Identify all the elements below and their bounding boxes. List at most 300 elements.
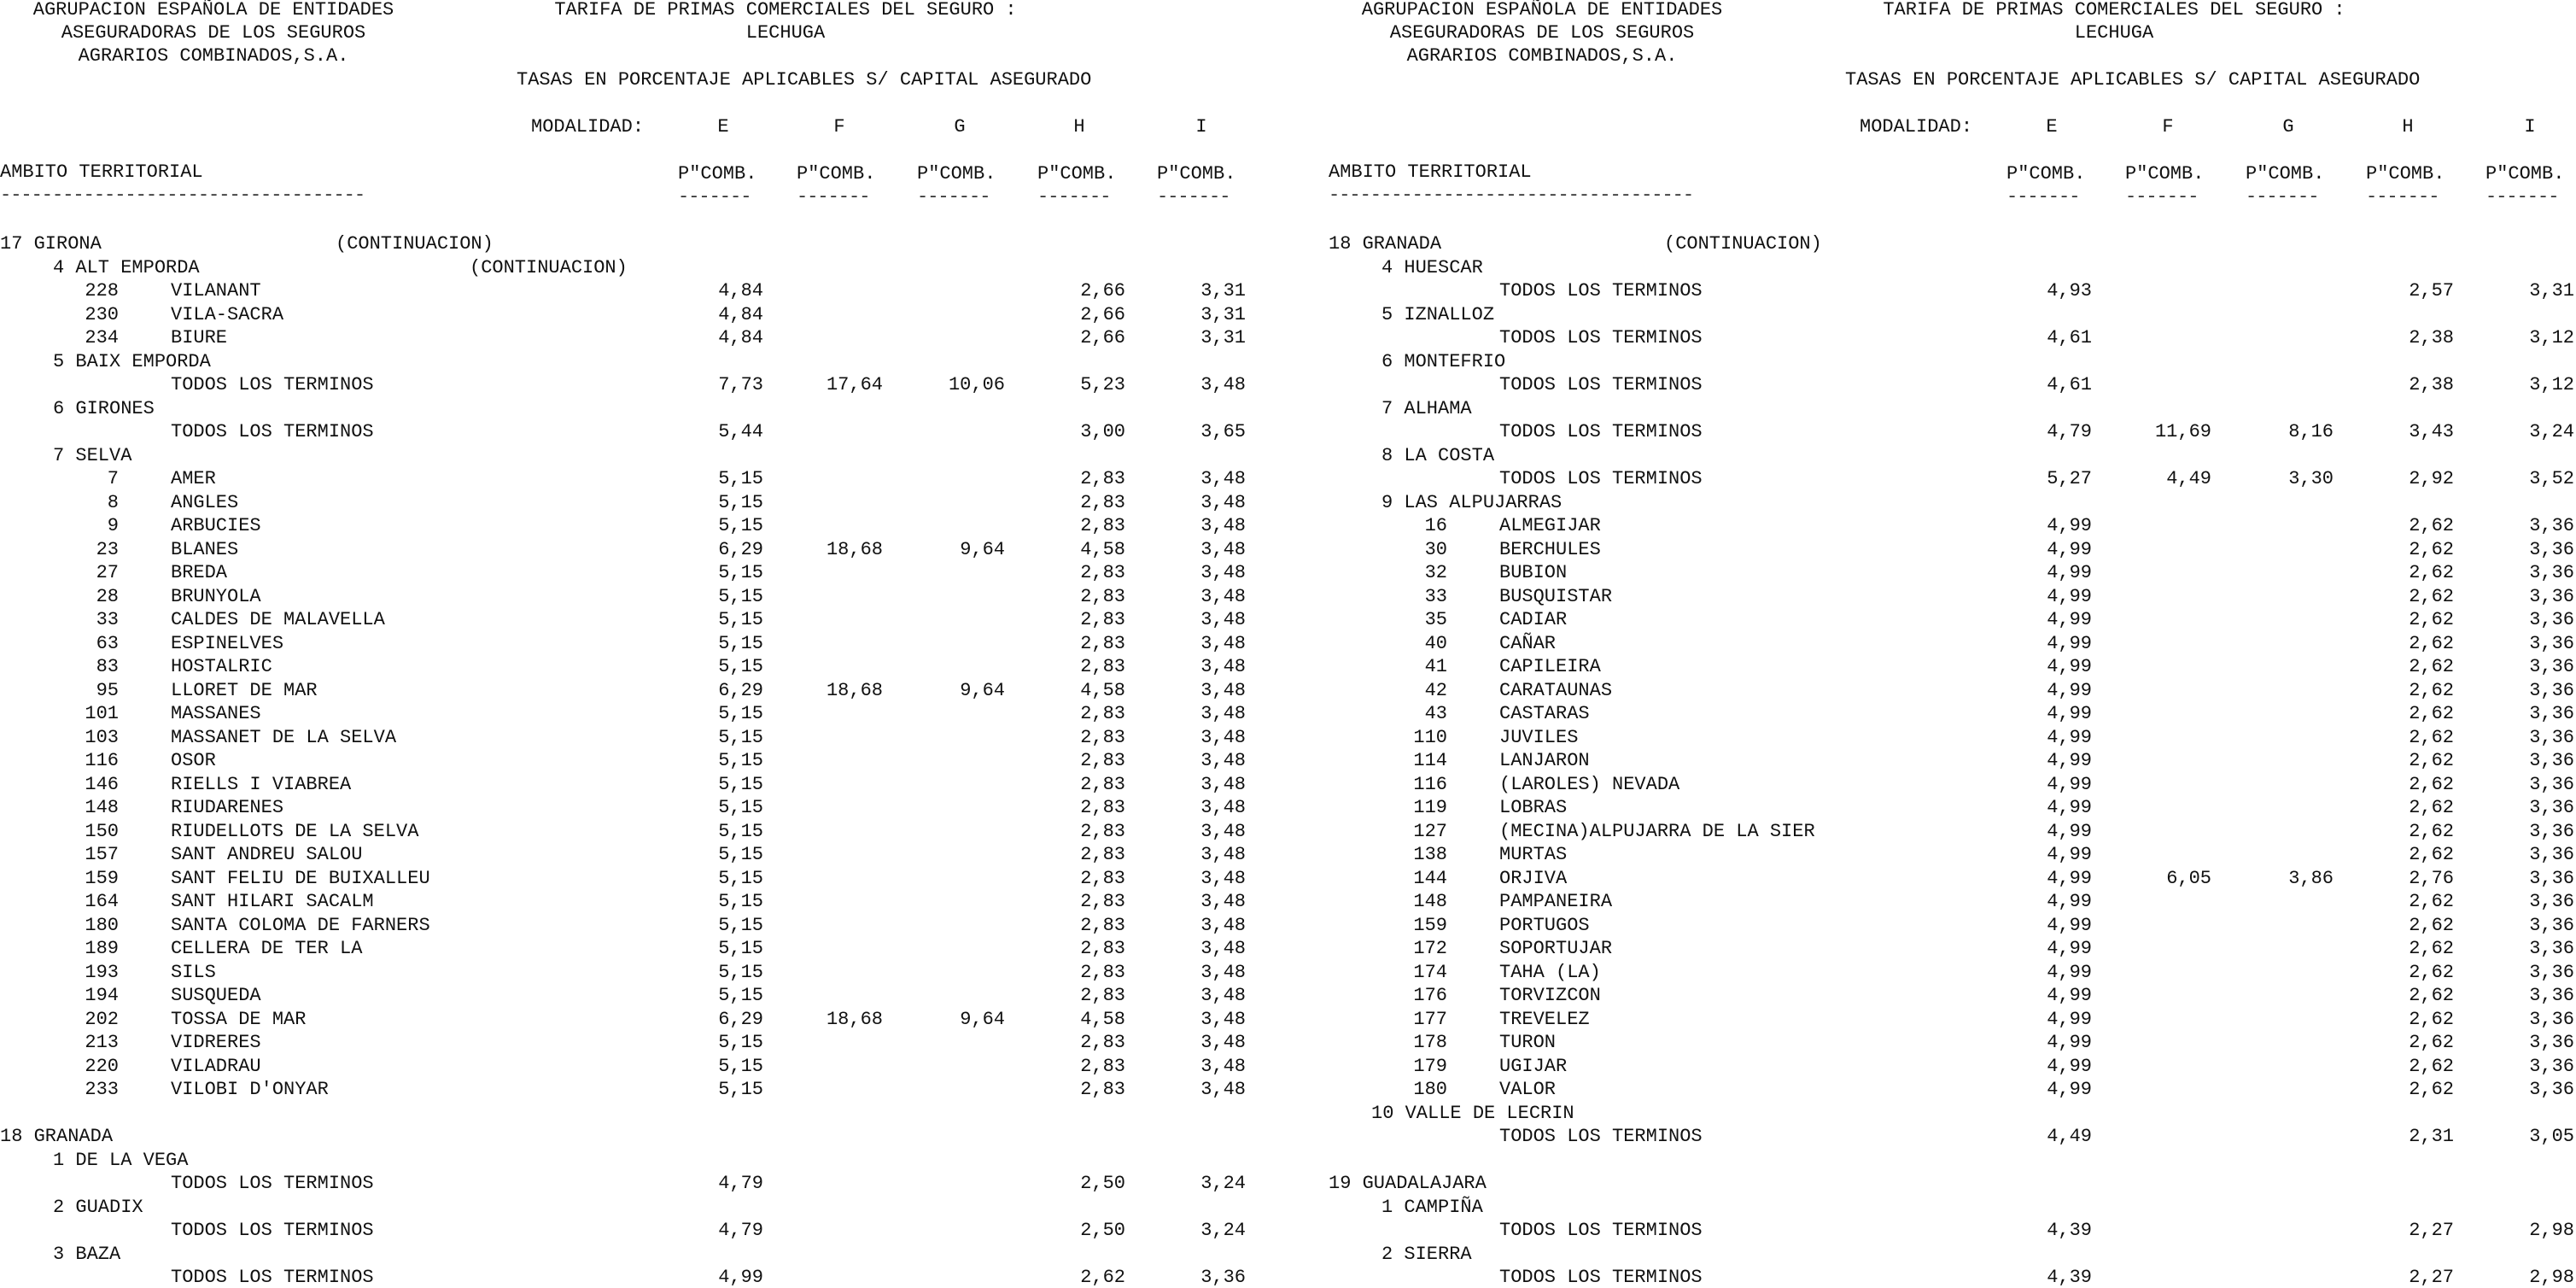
all-terms-label: TODOS LOS TERMINOS — [1499, 468, 1703, 489]
rate-value-e: 5,44 — [718, 421, 763, 442]
rate-value-h: 2,66 — [1080, 303, 1125, 325]
province-heading: 19 GUADALAJARA — [1329, 1173, 1487, 1194]
comarca-heading: 2 GUADIX — [53, 1196, 143, 1218]
province-heading: 17 GIRONA — [0, 233, 102, 255]
rate-value-i: 3,48 — [1200, 891, 1246, 912]
rate-value-e: 5,15 — [718, 609, 763, 630]
province-heading: 18 GRANADA — [0, 1126, 114, 1147]
column-rule: ------- — [2366, 191, 2439, 203]
rate-value-i: 3,48 — [1200, 374, 1246, 395]
rate-value-e: 4,49 — [2047, 1126, 2092, 1147]
municipality-name: BUSQUISTAR — [1499, 585, 1613, 607]
rate-value-e: 6,29 — [718, 538, 763, 560]
rate-value-h: 3,43 — [2409, 421, 2454, 442]
all-terms-label: TODOS LOS TERMINOS — [1499, 280, 1703, 302]
municipality-code: 159 — [1413, 914, 1447, 936]
rate-value-e: 5,15 — [718, 703, 763, 724]
rate-value-e: 5,15 — [718, 914, 763, 936]
rate-value-h: 2,83 — [1080, 585, 1125, 607]
municipality-code: 179 — [1413, 1055, 1447, 1077]
rate-value-i: 3,36 — [2529, 797, 2574, 818]
rate-value-i: 3,24 — [1200, 1173, 1246, 1194]
municipality-code: 114 — [1413, 750, 1447, 771]
all-terms-label: TODOS LOS TERMINOS — [1499, 327, 1703, 348]
rate-value-i: 3,48 — [1200, 515, 1246, 536]
rate-value-e: 4,99 — [718, 1267, 763, 1288]
rate-value-i: 3,36 — [2529, 914, 2574, 936]
column-rule: ------- — [917, 191, 990, 203]
rate-value-h: 2,83 — [1080, 562, 1125, 583]
rate-value-h: 2,62 — [2409, 1008, 2454, 1030]
rate-value-e: 4,61 — [2047, 374, 2092, 395]
column-rule: ------- — [2125, 191, 2199, 203]
rate-value-e: 4,99 — [2047, 726, 2092, 748]
municipality-code: 63 — [96, 632, 119, 654]
org-name-line: AGRUPACION ESPAÑOLA DE ENTIDADES — [32, 0, 394, 20]
rate-value-e: 5,15 — [718, 844, 763, 865]
rate-value-e: 5,15 — [718, 1032, 763, 1053]
tariff-page-left — [0, 0, 1285, 1288]
rate-value-h: 2,62 — [2409, 585, 2454, 607]
municipality-name: VILANANT — [171, 280, 261, 302]
modalidad-label: MODALIDAD: — [1860, 116, 1973, 138]
rate-value-h: 2,83 — [1080, 773, 1125, 795]
rate-value-i: 3,36 — [2529, 703, 2574, 724]
org-name-line: AGRARIOS COMBINADOS,S.A. — [1406, 45, 1678, 67]
comarca-heading: 6 GIRONES — [53, 397, 155, 419]
municipality-name: SANT ANDREU SALOU — [171, 844, 363, 865]
rate-value-i: 3,48 — [1200, 938, 1246, 959]
rate-value-g: 9,64 — [960, 679, 1005, 701]
rate-value-h: 2,83 — [1080, 750, 1125, 771]
rate-value-i: 3,36 — [2529, 632, 2574, 654]
rate-value-e: 5,15 — [718, 562, 763, 583]
rate-value-e: 5,15 — [718, 891, 763, 912]
rate-value-h: 4,58 — [1080, 679, 1125, 701]
rate-value-e: 5,15 — [718, 515, 763, 536]
municipality-name: VIDRERES — [171, 1032, 261, 1053]
rate-value-e: 4,99 — [2047, 1079, 2092, 1100]
org-name-line: ASEGURADORAS DE LOS SEGUROS — [1389, 22, 1695, 44]
rate-value-i: 3,05 — [2529, 1126, 2574, 1147]
rate-value-e: 4,99 — [2047, 585, 2092, 607]
comarca-heading: 2 SIERRA — [1381, 1243, 1472, 1265]
municipality-name: CARATAUNAS — [1499, 679, 1613, 701]
municipality-code: 40 — [1424, 632, 1447, 654]
rate-value-h: 2,38 — [2409, 327, 2454, 348]
rate-value-i: 3,36 — [2529, 609, 2574, 630]
municipality-name: CALDES DE MALAVELLA — [171, 609, 385, 630]
municipality-name: (LAROLES) NEVADA — [1499, 773, 1680, 795]
rate-value-i: 3,36 — [2529, 679, 2574, 701]
municipality-name: ALMEGIJAR — [1499, 515, 1601, 536]
rate-value-e: 4,99 — [2047, 773, 2092, 795]
rate-value-e: 5,15 — [718, 1055, 763, 1077]
rate-value-i: 3,36 — [2529, 820, 2574, 842]
rate-value-i: 3,48 — [1200, 1055, 1246, 1077]
municipality-code: 157 — [85, 844, 119, 865]
municipality-code: 174 — [1413, 961, 1447, 983]
rate-value-e: 5,15 — [718, 961, 763, 983]
rate-value-h: 2,50 — [1080, 1173, 1125, 1194]
rate-value-i: 3,48 — [1200, 491, 1246, 513]
rate-value-i: 3,36 — [2529, 562, 2574, 583]
column-rule: ------- — [1157, 191, 1230, 203]
all-terms-label: TODOS LOS TERMINOS — [171, 1267, 374, 1288]
rate-value-f: 18,68 — [826, 679, 883, 701]
comarca-heading: 10 VALLE DE LECRIN — [1371, 1102, 1574, 1124]
rate-value-e: 4,99 — [2047, 891, 2092, 912]
rate-value-h: 2,83 — [1080, 656, 1125, 677]
municipality-name: SILS — [171, 961, 216, 983]
comarca-heading: 1 CAMPIÑA — [1381, 1196, 1483, 1218]
comarca-heading: 7 ALHAMA — [1381, 397, 1472, 419]
comarca-heading: 8 LA COSTA — [1381, 444, 1495, 466]
rate-value-i: 2,98 — [2529, 1220, 2574, 1241]
rate-value-e: 4,99 — [2047, 538, 2092, 560]
municipality-name: PAMPANEIRA — [1499, 891, 1613, 912]
municipality-code: 148 — [1413, 891, 1447, 912]
rate-value-i: 3,31 — [1200, 303, 1246, 325]
rate-value-i: 3,36 — [2529, 844, 2574, 865]
rate-value-e: 4,99 — [2047, 1032, 2092, 1053]
rate-value-e: 5,15 — [718, 632, 763, 654]
ambito-territorial-header: AMBITO TERRITORIAL — [1329, 161, 1532, 183]
municipality-code: 220 — [85, 1055, 119, 1077]
all-terms-label: TODOS LOS TERMINOS — [1499, 1220, 1703, 1241]
rate-value-e: 5,15 — [718, 820, 763, 842]
rate-value-h: 2,31 — [2409, 1126, 2454, 1147]
rate-value-h: 2,57 — [2409, 280, 2454, 302]
municipality-name: SANTA COLOMA DE FARNERS — [171, 914, 430, 936]
crop-name: LECHUGA — [2074, 22, 2154, 44]
rate-value-h: 4,58 — [1080, 538, 1125, 560]
rate-value-h: 2,92 — [2409, 468, 2454, 489]
rate-value-h: 2,62 — [2409, 1032, 2454, 1053]
municipality-name: BIURE — [171, 327, 228, 348]
rate-value-e: 4,99 — [2047, 562, 2092, 583]
modalidad-h: H — [1073, 116, 1085, 138]
rate-value-h: 4,58 — [1080, 1008, 1125, 1030]
rate-value-i: 3,48 — [1200, 632, 1246, 654]
rate-value-e: 4,79 — [718, 1220, 763, 1241]
comarca-heading: 7 SELVA — [53, 444, 132, 466]
municipality-name: MASSANES — [171, 703, 261, 724]
rate-value-g: 3,30 — [2288, 468, 2334, 489]
rate-value-h: 2,83 — [1080, 867, 1125, 889]
rate-value-e: 5,15 — [718, 1079, 763, 1100]
comarca-heading: 9 LAS ALPUJARRAS — [1381, 491, 1563, 513]
municipality-name: LOBRAS — [1499, 797, 1568, 818]
municipality-code: 33 — [96, 609, 119, 630]
municipality-name: TREVELEZ — [1499, 1008, 1590, 1030]
rate-value-e: 4,84 — [718, 303, 763, 325]
rate-value-h: 2,62 — [2409, 773, 2454, 795]
rate-value-i: 3,48 — [1200, 538, 1246, 560]
municipality-name: AMER — [171, 468, 216, 489]
municipality-name: JUVILES — [1499, 726, 1579, 748]
municipality-name: VALOR — [1499, 1079, 1557, 1100]
rate-value-h: 2,83 — [1080, 632, 1125, 654]
modalidad-i: I — [2524, 116, 2536, 138]
rate-value-i: 3,48 — [1200, 609, 1246, 630]
municipality-code: 27 — [96, 562, 119, 583]
comarca-heading: 5 BAIX EMPORDA — [53, 350, 211, 372]
municipality-code: 178 — [1413, 1032, 1447, 1053]
rate-value-e: 5,15 — [718, 985, 763, 1006]
rate-value-i: 3,12 — [2529, 327, 2574, 348]
all-terms-label: TODOS LOS TERMINOS — [1499, 421, 1703, 442]
municipality-code: 95 — [96, 679, 119, 701]
comarca-heading: 5 IZNALLOZ — [1381, 303, 1495, 325]
column-header-comb: P"COMB. — [2366, 163, 2445, 184]
rate-value-e: 5,15 — [718, 585, 763, 607]
rate-value-g: 9,64 — [960, 1008, 1005, 1030]
municipality-code: 42 — [1424, 679, 1447, 701]
municipality-code: 193 — [85, 961, 119, 983]
rate-value-e: 5,15 — [718, 797, 763, 818]
municipality-name: HOSTALRIC — [171, 656, 272, 677]
municipality-name: BRUNYOLA — [171, 585, 261, 607]
municipality-name: CAÑAR — [1499, 632, 1557, 654]
rate-value-i: 3,48 — [1200, 914, 1246, 936]
municipality-code: 35 — [1424, 609, 1447, 630]
rate-value-i: 3,12 — [2529, 374, 2574, 395]
municipality-name: LANJARON — [1499, 750, 1590, 771]
rate-value-e: 4,99 — [2047, 703, 2092, 724]
rate-value-h: 2,83 — [1080, 726, 1125, 748]
municipality-name: ESPINELVES — [171, 632, 284, 654]
rate-value-e: 6,29 — [718, 679, 763, 701]
modalidad-f: F — [833, 116, 845, 138]
column-header-comb: P"COMB. — [2246, 163, 2325, 184]
rate-value-e: 5,15 — [718, 726, 763, 748]
column-header-comb: P"COMB. — [917, 163, 996, 184]
municipality-code: 9 — [107, 515, 119, 536]
rate-value-h: 2,27 — [2409, 1220, 2454, 1241]
municipality-code: 180 — [1413, 1079, 1447, 1100]
rate-value-h: 2,62 — [2409, 1055, 2454, 1077]
municipality-code: 30 — [1424, 538, 1447, 560]
continuation-note: (CONTINUACION) — [1664, 233, 1822, 255]
rate-value-i: 3,36 — [2529, 656, 2574, 677]
rate-value-h: 2,76 — [2409, 867, 2454, 889]
rate-value-f: 11,69 — [2154, 421, 2211, 442]
rate-value-h: 2,83 — [1080, 820, 1125, 842]
municipality-code: 43 — [1424, 703, 1447, 724]
municipality-code: 119 — [1413, 797, 1447, 818]
municipality-code: 150 — [85, 820, 119, 842]
municipality-name: BLANES — [171, 538, 239, 560]
rate-value-e: 4,99 — [2047, 750, 2092, 771]
modalidad-label: MODALIDAD: — [531, 116, 645, 138]
municipality-code: 32 — [1424, 562, 1447, 583]
rate-value-e: 6,29 — [718, 1008, 763, 1030]
rate-value-h: 2,62 — [2409, 750, 2454, 771]
municipality-name: UGIJAR — [1499, 1055, 1568, 1077]
rate-value-g: 10,06 — [948, 374, 1005, 395]
rate-value-h: 2,62 — [2409, 609, 2454, 630]
modalidad-i: I — [1195, 116, 1207, 138]
rate-value-e: 5,15 — [718, 867, 763, 889]
rates-subtitle: TASAS EN PORCENTAJE APLICABLES S/ CAPITAL ASEGURADO — [1845, 69, 2421, 91]
rate-value-e: 4,99 — [2047, 867, 2092, 889]
municipality-code: 7 — [107, 468, 119, 489]
rate-value-h: 2,83 — [1080, 1032, 1125, 1053]
rate-value-h: 2,83 — [1080, 797, 1125, 818]
municipality-code: 101 — [85, 703, 119, 724]
municipality-code: 110 — [1413, 726, 1447, 748]
municipality-name: VILA-SACRA — [171, 303, 284, 325]
rate-value-i: 3,48 — [1200, 1008, 1246, 1030]
rate-value-h: 2,83 — [1080, 985, 1125, 1006]
rate-value-i: 3,31 — [2529, 280, 2574, 302]
rate-value-h: 2,66 — [1080, 327, 1125, 348]
municipality-name: ARBUCIES — [171, 515, 261, 536]
municipality-code: 233 — [85, 1079, 119, 1100]
rate-value-e: 4,99 — [2047, 820, 2092, 842]
crop-name: LECHUGA — [745, 22, 826, 44]
rate-value-h: 2,83 — [1080, 609, 1125, 630]
rate-value-e: 4,99 — [2047, 1055, 2092, 1077]
rate-value-f: 4,49 — [2166, 468, 2211, 489]
rate-value-i: 3,36 — [2529, 515, 2574, 536]
modalidad-h: H — [2402, 116, 2414, 138]
rate-value-h: 2,62 — [2409, 938, 2454, 959]
rate-value-i: 3,48 — [1200, 820, 1246, 842]
municipality-code: 234 — [85, 327, 119, 348]
municipality-name: BERCHULES — [1499, 538, 1601, 560]
all-terms-label: TODOS LOS TERMINOS — [171, 1173, 374, 1194]
municipality-code: 230 — [85, 303, 119, 325]
municipality-name: OSOR — [171, 750, 216, 771]
rate-value-h: 2,66 — [1080, 280, 1125, 302]
rate-value-i: 3,48 — [1200, 1079, 1246, 1100]
rate-value-e: 4,61 — [2047, 327, 2092, 348]
rate-value-h: 2,83 — [1080, 491, 1125, 513]
rate-value-e: 4,79 — [718, 1173, 763, 1194]
municipality-name: ANGLES — [171, 491, 239, 513]
column-rule: ------- — [678, 191, 751, 203]
rate-value-e: 5,27 — [2047, 468, 2092, 489]
municipality-name: TORVIZCON — [1499, 985, 1601, 1006]
rate-value-f: 18,68 — [826, 538, 883, 560]
rate-value-e: 4,99 — [2047, 632, 2092, 654]
column-rule: ------- — [2006, 191, 2080, 203]
rate-value-i: 3,48 — [1200, 656, 1246, 677]
province-heading: 18 GRANADA — [1329, 233, 1442, 255]
municipality-name: VILOBI D'ONYAR — [171, 1079, 329, 1100]
rate-value-h: 2,62 — [2409, 562, 2454, 583]
rate-value-i: 3,36 — [2529, 726, 2574, 748]
continuation-note: (CONTINUACION) — [336, 233, 494, 255]
comarca-heading: 6 MONTEFRIO — [1381, 350, 1506, 372]
rate-value-e: 4,99 — [2047, 914, 2092, 936]
column-header-comb: P"COMB. — [1157, 163, 1236, 184]
comarca-heading: 4 ALT EMPORDA — [53, 256, 200, 278]
municipality-name: SOPORTUJAR — [1499, 938, 1613, 959]
rate-value-i: 3,36 — [2529, 985, 2574, 1006]
rate-value-e: 4,99 — [2047, 1008, 2092, 1030]
column-rule: ------- — [797, 191, 870, 203]
column-header-comb: P"COMB. — [2125, 163, 2205, 184]
modalidad-e: E — [2046, 116, 2058, 138]
rate-value-i: 3,48 — [1200, 773, 1246, 795]
rate-value-h: 2,83 — [1080, 468, 1125, 489]
rate-value-e: 5,15 — [718, 773, 763, 795]
modalidad-f: F — [2162, 116, 2174, 138]
rate-value-h: 2,83 — [1080, 891, 1125, 912]
rate-value-i: 3,36 — [2529, 891, 2574, 912]
rate-value-e: 4,99 — [2047, 656, 2092, 677]
rate-value-h: 2,83 — [1080, 914, 1125, 936]
rate-value-e: 4,99 — [2047, 985, 2092, 1006]
rate-value-i: 3,48 — [1200, 679, 1246, 701]
municipality-code: 180 — [85, 914, 119, 936]
column-header-comb: P"COMB. — [678, 163, 757, 184]
rate-value-i: 3,48 — [1200, 468, 1246, 489]
rate-value-h: 2,62 — [2409, 679, 2454, 701]
municipality-name: MURTAS — [1499, 844, 1568, 865]
rate-value-g: 9,64 — [960, 538, 1005, 560]
rate-value-i: 3,36 — [2529, 1055, 2574, 1077]
modalidad-g: G — [954, 116, 966, 138]
rate-value-h: 2,62 — [1080, 1267, 1125, 1288]
column-rule: ------- — [2485, 191, 2559, 203]
rate-value-i: 3,36 — [2529, 585, 2574, 607]
tariff-page-right — [1329, 0, 2576, 1288]
comarca-heading: 1 DE LA VEGA — [53, 1149, 189, 1171]
municipality-name: MASSANET DE LA SELVA — [171, 726, 397, 748]
rate-value-e: 5,15 — [718, 656, 763, 677]
column-header-comb: P"COMB. — [2006, 163, 2086, 184]
municipality-code: 83 — [96, 656, 119, 677]
column-header-comb: P"COMB. — [2485, 163, 2565, 184]
municipality-name: TURON — [1499, 1032, 1557, 1053]
rate-value-i: 3,48 — [1200, 585, 1246, 607]
modalidad-e: E — [717, 116, 729, 138]
municipality-name: CAPILEIRA — [1499, 656, 1601, 677]
rate-value-e: 4,84 — [718, 327, 763, 348]
rate-value-h: 2,50 — [1080, 1220, 1125, 1241]
rate-value-e: 4,39 — [2047, 1267, 2092, 1288]
rate-value-i: 3,36 — [2529, 1079, 2574, 1100]
municipality-code: 41 — [1424, 656, 1447, 677]
rate-value-i: 3,48 — [1200, 726, 1246, 748]
rates-subtitle: TASAS EN PORCENTAJE APLICABLES S/ CAPITAL ASEGURADO — [517, 69, 1092, 91]
rate-value-h: 2,62 — [2409, 538, 2454, 560]
rate-value-i: 3,48 — [1200, 867, 1246, 889]
rate-value-f: 17,64 — [826, 374, 883, 395]
rate-value-i: 3,36 — [2529, 961, 2574, 983]
rate-value-i: 3,65 — [1200, 421, 1246, 442]
rate-value-h: 2,62 — [2409, 985, 2454, 1006]
rate-value-g: 3,86 — [2288, 867, 2334, 889]
municipality-name: PORTUGOS — [1499, 914, 1590, 936]
municipality-code: 172 — [1413, 938, 1447, 959]
rate-value-e: 4,99 — [2047, 844, 2092, 865]
municipality-code: 16 — [1424, 515, 1447, 536]
rate-value-i: 3,48 — [1200, 961, 1246, 983]
rate-value-e: 4,99 — [2047, 609, 2092, 630]
all-terms-label: TODOS LOS TERMINOS — [1499, 1267, 1703, 1288]
rate-value-i: 3,36 — [2529, 1008, 2574, 1030]
rate-value-e: 4,39 — [2047, 1220, 2092, 1241]
column-rule: ------- — [2246, 191, 2319, 203]
rate-value-h: 2,62 — [2409, 656, 2454, 677]
municipality-code: 103 — [85, 726, 119, 748]
municipality-name: CASTARAS — [1499, 703, 1590, 724]
